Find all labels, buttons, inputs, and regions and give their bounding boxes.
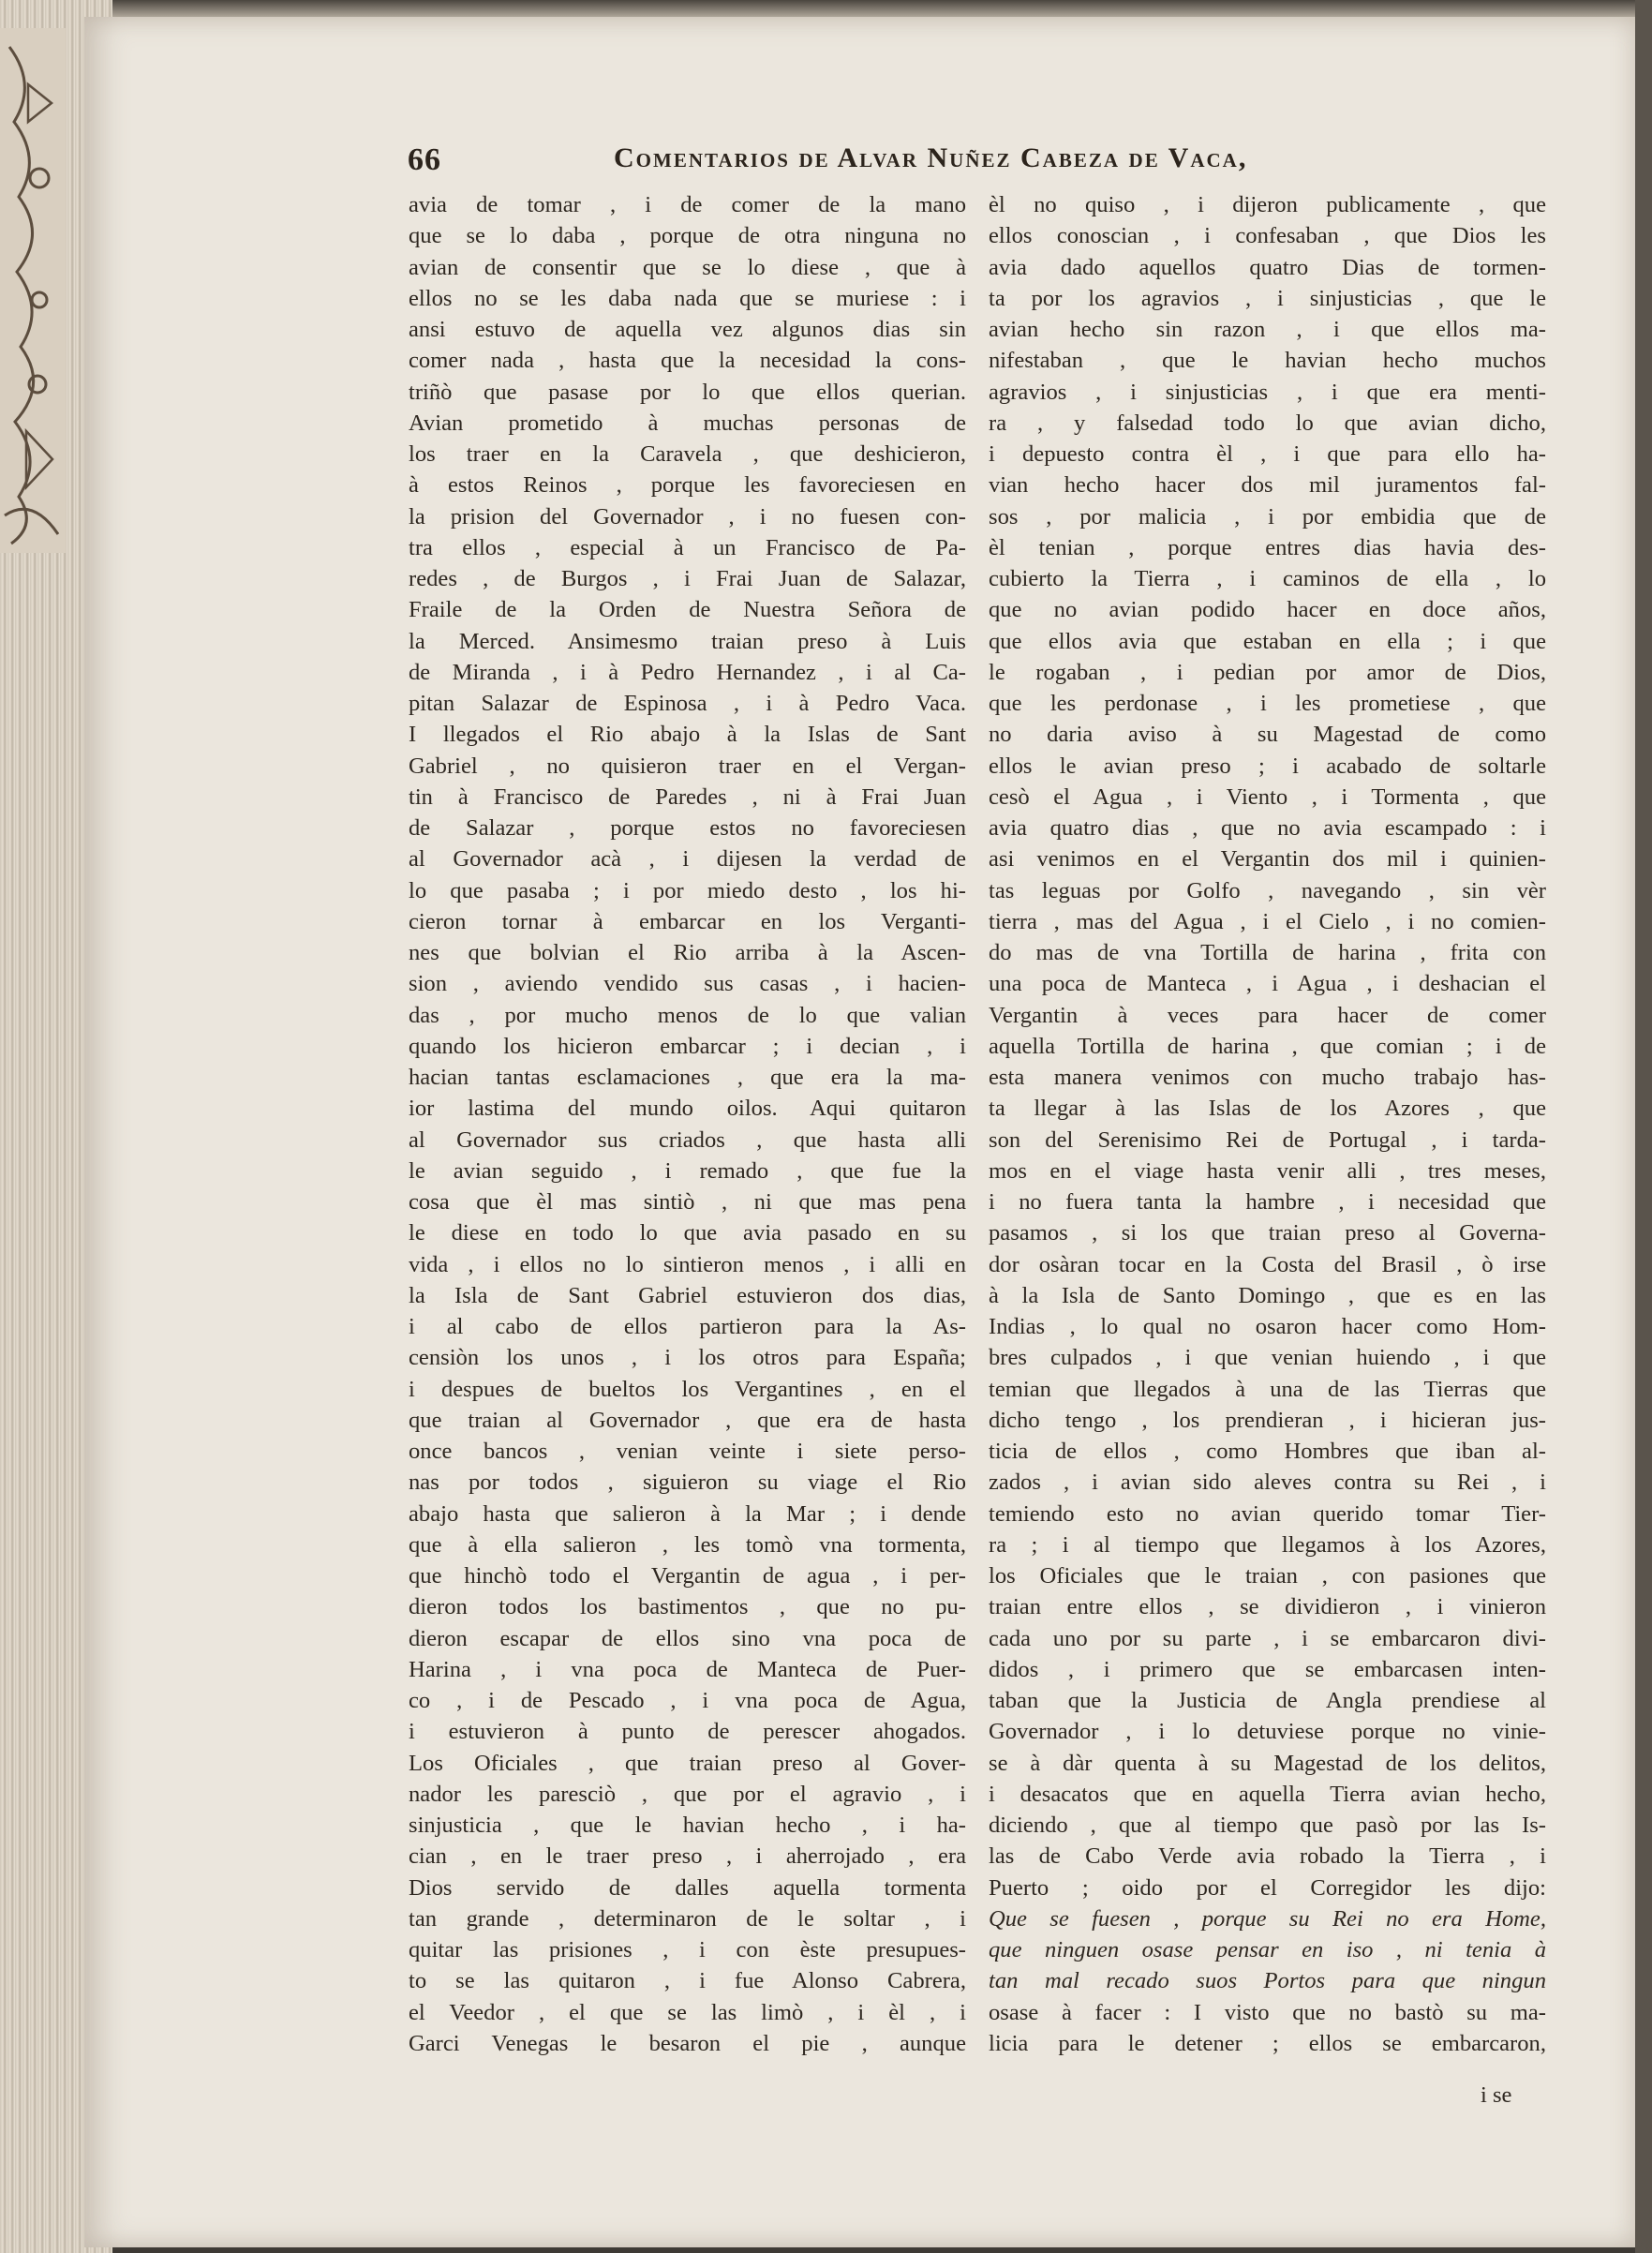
text-line: al Governador acà , i dijesen la verdad de [409,846,966,873]
text-line: triñò que pasase por lo que ellos querian. [409,379,966,405]
text-line: los traer en la Caravela , que deshicieron, [409,441,966,467]
text-line-italic: tan mal recado suos Portos para que ningun [989,1968,1546,1994]
text-line: tas leguas por Golfo , navegando , sin vèr [989,877,1546,903]
text-line: cieron tornar à embarcar en los Verganti- [409,908,966,934]
text-line: no daria aviso à su Magestad de como [989,722,1546,748]
text-line: las de Cabo Verde avia robado la Tierra , i [989,1843,1546,1870]
text-line: la Merced. Ansimesmo traian preso à Luis [409,628,966,654]
text-line: dicho tengo , los prendieran , i hicieran jus- [989,1407,1546,1433]
text-line: i despues de bueltos los Vergantines , en el [409,1376,966,1402]
text-line: I llegados el Rio abajo à la Islas de Sant [409,722,966,748]
text-line: Avian prometido à muchas personas de [409,410,966,436]
text-line: de Salazar , porque estos no favoreciesen [409,815,966,841]
text-line: i depuesto contra èl , i que para ello ha- [989,441,1546,467]
text-line: sos , por malicia , i por embidia que de [989,503,1546,530]
text-line: son del Serenisimo Rei de Portugal , i tarda- [989,1126,1546,1153]
text-line: le rogaban , i pedian por amor de Dios, [989,659,1546,685]
text-line: à estos Reinos , porque les favoreciesen en [409,472,966,499]
text-line: ra , y falsedad todo lo que avian dicho, [989,410,1546,436]
text-line: dor osàran tocar en la Costa del Brasil , ò irse [989,1251,1546,1277]
text-line: nifestaban , que le havian hecho muchos [989,348,1546,374]
text-line: que ellos avia que estaban en ella ; i que [989,628,1546,654]
text-line: asi venimos en el Vergantin dos mil i quinien- [989,846,1546,873]
text-line: le avian seguido , i remado , que fue la [409,1157,966,1184]
text-line: agravios , i sinjusticias , i que era menti- [989,379,1546,405]
text-line: avia dado aquellos quatro Dias de tormen- [989,254,1546,280]
text-line: quitar las prisiones , i con èste presupues- [409,1937,966,1962]
text-line: ra ; i al tiempo que llegamos à los Azores, [989,1531,1546,1558]
page-number: 66 [408,142,441,177]
text-line: avia de tomar , i de comer de la mano [409,192,966,217]
text-line: cesò el Agua , i Viento , i Tormenta , que [989,783,1546,810]
text-line: temian que llegados à una de las Tierras que [989,1376,1546,1402]
text-line: esta manera venimos con mucho trabajo has- [989,1065,1546,1090]
text-line: de Miranda , i à Pedro Hernandez , i al Ca- [409,659,966,685]
text-line: le diese en todo lo que avia pasado en su [409,1220,966,1246]
text-line: los Oficiales que le traian , con pasiones que [989,1563,1546,1589]
text-line: ellos le avian preso ; i acabado de soltarle [989,753,1546,779]
text-line: vida , i ellos no lo sintieron menos , i alli en [409,1251,966,1277]
text-line: zados , i avian sido aleves contra su Rei , i [989,1470,1546,1496]
text-line: ansi estuvo de aquella vez algunos dias sin [409,317,966,342]
text-line: bres culpados , i que venian huiendo , i que [989,1345,1546,1371]
text-line-italic: que ninguen osase pensar en iso , ni tenia à [989,1937,1546,1962]
text-line: das , por mucho menos de lo que valian [409,1002,966,1028]
text-line: que se lo daba , porque de otra ninguna no [409,223,966,249]
text-line: èl tenian , porque entres dias havia des- [989,534,1546,560]
text-line: i no fuera tanta la hambre , i necesidad que [989,1189,1546,1215]
decorative-ornament-icon [0,28,66,553]
text-line: to se las quitaron , i fue Alonso Cabrera, [409,1968,966,1994]
text-line: dieron escapar de ellos sino vna poca de [409,1625,966,1651]
text-line: comer nada , hasta que la necesidad la cons- [409,348,966,374]
text-line: aquella Tortilla de harina , que comian ; i de [989,1033,1546,1059]
text-line: tan grande , determinaron de le soltar , i [409,1905,966,1932]
text-line: mos en el viage hasta venir alli , tres meses, [989,1157,1546,1184]
text-line: redes , de Burgos , i Frai Juan de Salazar, [409,566,966,591]
text-line: sion , aviendo vendido sus casas , i hacien- [409,971,966,997]
book-top-edge [84,0,1652,19]
text-line: pasamos , si los que traian preso al Governa- [989,1220,1546,1246]
text-line: traian entre ellos , se dividieron , i vinieron [989,1594,1546,1620]
text-line: dieron todos los bastimentos , que no pu- [409,1594,966,1620]
text-line: i estuvieron à punto de perescer ahogados. [409,1719,966,1745]
text-line: hacian tantas esclamaciones , que era la ma- [409,1065,966,1090]
text-line: Vergantin à veces para hacer de comer [989,1002,1546,1028]
text-column-left [409,189,966,2059]
text-line: censiòn los unos , i los otros para España; [409,1345,966,1371]
text-line: taban que la Justicia de Angla prendiese al [989,1688,1546,1713]
text-line: avia quatro dias , que no avia escampado : i [989,815,1546,841]
text-line: ta llegar à las Islas de los Azores , que [989,1096,1546,1122]
text-line: nes que bolvian el Rio arriba à la Ascen- [409,940,966,965]
text-line: ellos conoscian , i confesaban , que Dios les [989,223,1546,249]
text-line: ticia de ellos , como Hombres que iban al- [989,1439,1546,1464]
text-line: abajo hasta que salieron à la Mar ; i dende [409,1500,966,1527]
text-line: vian hecho hacer dos mil juramentos fal- [989,472,1546,499]
text-line: la Isla de Sant Gabriel estuvieron dos dias, [409,1282,966,1308]
running-head: Comentarios de Alvar Nuñez Cabeza de Vaca, [614,142,1248,173]
text-line: do mas de vna Tortilla de harina , frita con [989,940,1546,965]
text-line: i al cabo de ellos partieron para la As- [409,1314,966,1339]
text-line: Puerto ; oido por el Corregidor les dijo: [989,1874,1546,1901]
text-line: Dios servido de dalles aquella tormenta [409,1874,966,1901]
text-line: cubierto la Tierra , i caminos de ella , lo [989,566,1546,591]
text-line: à la Isla de Santo Domingo , que es en las [989,1282,1546,1308]
text-line: que traian al Governador , que era de hasta [409,1407,966,1433]
text-line: quando los hicieron embarcar ; i decian , i [409,1033,966,1059]
text-line: el Veedor , el que se las limò , i èl , i [409,1999,966,2025]
text-line: que les perdonase , i les prometiese , que [989,691,1546,716]
text-line: Los Oficiales , que traian preso al Gover- [409,1750,966,1776]
text-line: cada uno por su parte , i se embarcaron divi- [989,1625,1546,1651]
text-line: diciendo , que al tiempo que pasò por las Is- [989,1813,1546,1838]
text-line: tin à Francisco de Paredes , ni à Frai Juan [409,783,966,810]
book-right-edge [1635,0,1652,2253]
text-line: se à dàr quenta à su Magestad de los delitos, [989,1750,1546,1776]
text-line: Governador , i lo detuviese porque no vinie- [989,1719,1546,1745]
text-line: ellos no se les daba nada que se muriese : i [409,285,966,311]
text-line: Fraile de la Orden de Nuestra Señora de [409,597,966,623]
text-line: avian hecho sin razon , i que ellos ma- [989,317,1546,342]
text-line: tierra , mas del Agua , i el Cielo , i no comien- [989,908,1546,934]
text-line: cian , en le traer preso , i aherrojado , era [409,1843,966,1870]
text-column-right [989,189,1546,2059]
text-line: didos , i primero que se embarcasen inten- [989,1656,1546,1682]
text-line: pitan Salazar de Espinosa , i à Pedro Vaca. [409,691,966,716]
text-line: ior lastima del mundo oilos. Aqui quitaron [409,1096,966,1122]
text-line: lo que pasaba ; i por miedo desto , los hi- [409,877,966,903]
text-line: nas por todos , siguieron su viage el Rio [409,1470,966,1496]
catchword: i se [1481,2082,1512,2108]
text-line-italic: Que se fuesen , porque su Rei no era Home, [989,1905,1546,1932]
text-line: una poca de Manteca , i Agua , i deshacian el [989,971,1546,997]
text-line: sinjusticia , que le havian hecho , i ha- [409,1813,966,1838]
text-line: co , i de Pescado , i vna poca de Agua, [409,1688,966,1713]
text-line: Garci Venegas le besaron el pie , aunque [409,2030,966,2056]
text-line: la prision del Governador , i no fuesen con- [409,503,966,530]
text-line: èl no quiso , i dijeron publicamente , que [989,192,1546,217]
text-line: nador les paresciò , que por el agravio , i [409,1781,966,1807]
text-line: Harina , i vna poca de Manteca de Puer- [409,1656,966,1682]
text-line: temiendo esto no avian querido tomar Tier- [989,1500,1546,1527]
text-line: Gabriel , no quisieron traer en el Vergan- [409,753,966,779]
text-line: licia para le detener ; ellos se embarcaron, [989,2030,1546,2056]
text-line: tra ellos , especial à un Francisco de Pa- [409,534,966,560]
text-line: cosa que èl mas sintiò , ni que mas pena [409,1189,966,1215]
text-line: ta por los agravios , i sinjusticias , que le [989,285,1546,311]
text-line: que no avian podido hacer en doce años, [989,597,1546,623]
text-line: Indias , lo qual no osaron hacer como Hom- [989,1314,1546,1339]
text-line: osase à facer : I visto que no bastò su ma- [989,1999,1546,2025]
text-line: que hinchò todo el Vergantin de agua , i per- [409,1563,966,1589]
text-line: avian de consentir que se lo diese , que à [409,254,966,280]
text-line: al Governador sus criados , que hasta alli [409,1126,966,1153]
text-line: once bancos , venian veinte i siete perso- [409,1439,966,1464]
text-line: i desacatos que en aquella Tierra avian hecho, [989,1781,1546,1807]
text-line: que à ella salieron , les tomò vna tormenta, [409,1531,966,1558]
